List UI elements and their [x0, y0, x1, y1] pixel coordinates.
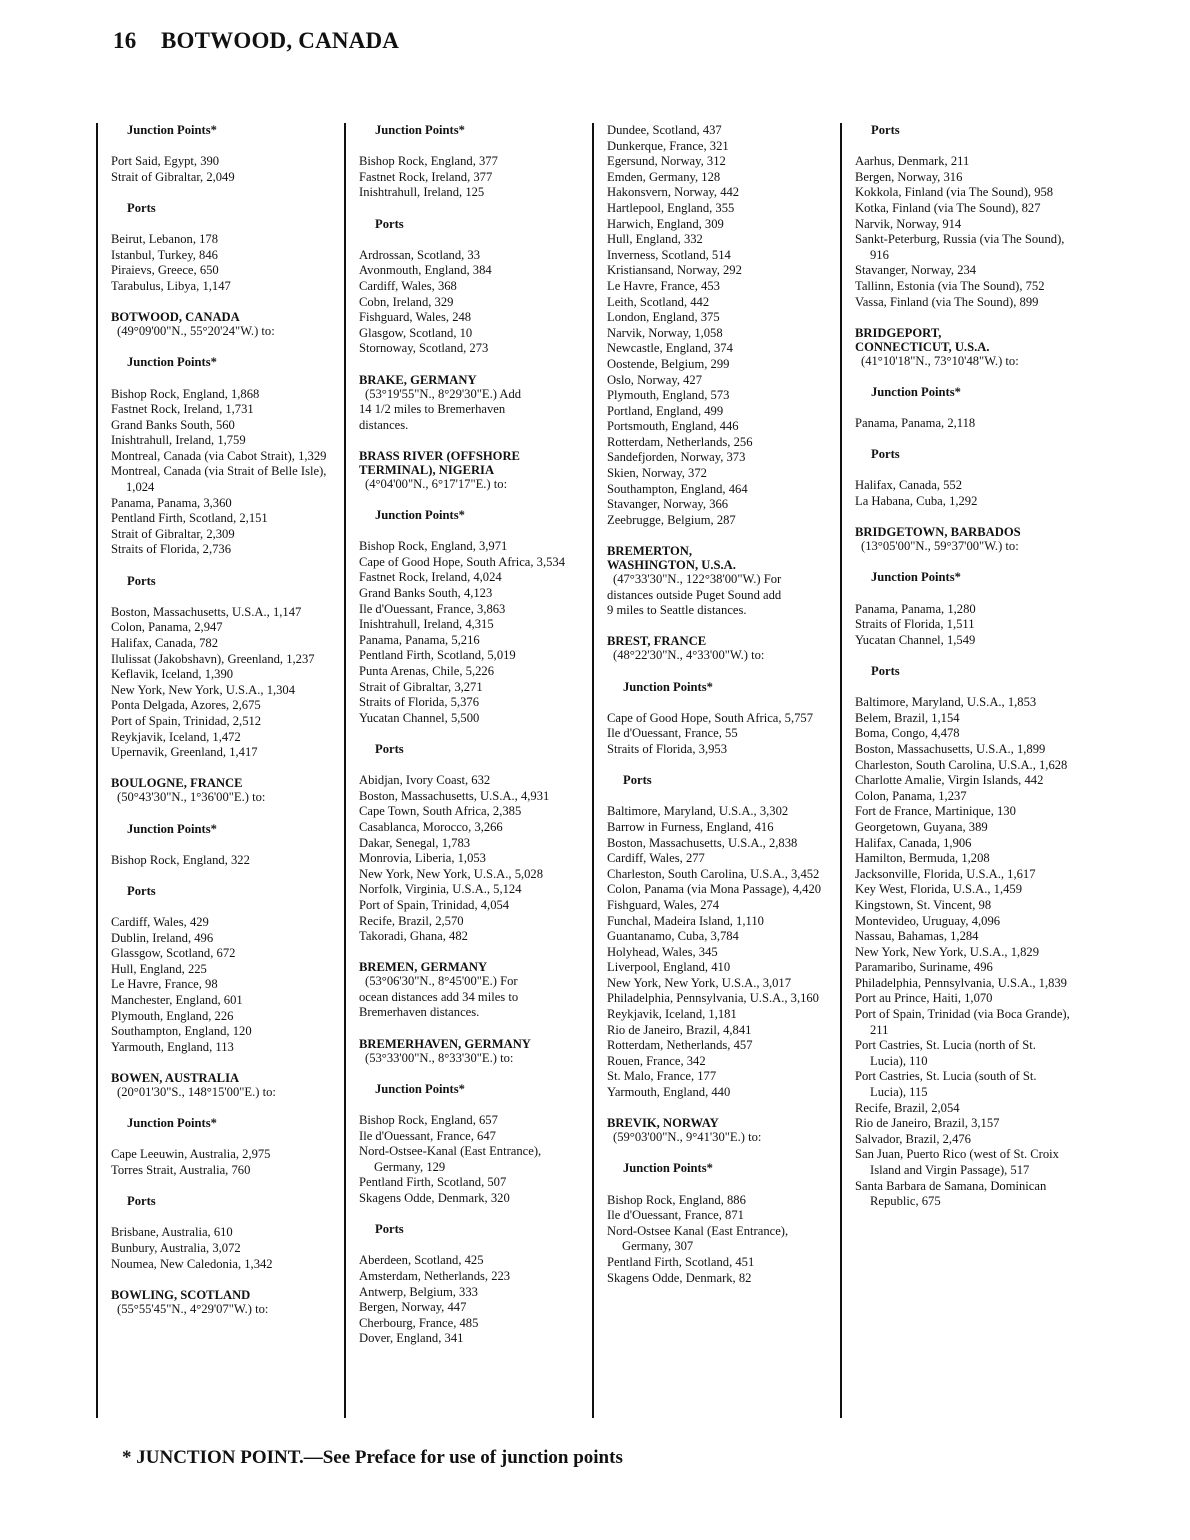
distance-entry: Zeebrugge, Belgium, 287: [607, 512, 736, 527]
distance-entry: Straits of Florida, 5,376: [359, 695, 479, 710]
distance-entry: Skagens Odde, Denmark, 320: [359, 1191, 510, 1205]
port-note: 14 1/2 miles to Bremerhaven: [359, 402, 506, 417]
distance-entry: Paramaribo, Suriname, 496: [855, 960, 993, 975]
distance-entry: Kristiansand, Norway, 292: [607, 263, 742, 278]
port-title: BREMERHAVEN, GERMANY: [359, 1036, 531, 1051]
distance-entry: Beirut, Lebanon, 178: [111, 232, 219, 247]
distance-entry: Avonmouth, England, 384: [359, 263, 492, 278]
distance-entry: Ilulissat (Jakobshavn), Greenland, 1,237: [111, 651, 315, 666]
distance-entry: Pentland Firth, Scotland, 2,151: [111, 511, 268, 526]
port-note: 9 miles to Seattle distances.: [607, 603, 747, 618]
port-coordinates: (48°22'30"N., 4°33'00"W.) to:: [613, 648, 765, 663]
distance-entry: Bishop Rock, England, 1,868: [111, 386, 260, 401]
distance-entry: Boma, Congo, 4,478: [855, 726, 960, 741]
section-heading: Junction Points*: [375, 123, 465, 137]
distance-entry: Jacksonville, Florida, U.S.A., 1,617: [855, 866, 1036, 881]
distance-entry: Salvador, Brazil, 2,476: [855, 1131, 971, 1146]
distance-entry: Dover, England, 341: [359, 1331, 464, 1346]
distance-entry: Recife, Brazil, 2,054: [855, 1100, 960, 1115]
distance-entry: Straits of Florida, 1,511: [855, 617, 975, 632]
distance-entry: Ile d'Ouessant, France, 871: [607, 1208, 744, 1223]
distance-entry: Southampton, England, 464: [607, 481, 748, 496]
distance-entry: Abidjan, Ivory Coast, 632: [359, 773, 491, 788]
distance-entry: Boston, Massachusetts, U.S.A., 1,147: [111, 604, 302, 619]
distance-entry: Cape Town, South Africa, 2,385: [359, 804, 522, 819]
distance-entry: Montreal, Canada (via Strait of Belle Isle), 1,024: [111, 464, 327, 495]
distance-entry: Bishop Rock, England, 3,971: [359, 539, 508, 554]
distance-entry: Georgetown, Guyana, 389: [855, 819, 988, 834]
distance-entry: Cape of Good Hope, South Africa, 3,534: [359, 554, 566, 569]
page-title: BOTWOOD, CANADA: [161, 28, 400, 53]
distance-entry: Yucatan Channel, 1,549: [855, 632, 976, 647]
distance-entry: Hull, England, 225: [111, 961, 207, 976]
distance-entry: Hull, England, 332: [607, 232, 703, 247]
distance-entry: Ile d'Ouessant, France, 3,863: [359, 601, 506, 616]
distance-entry: Le Havre, France, 98: [111, 977, 218, 992]
section-heading: Junction Points*: [623, 679, 713, 694]
section-heading: Ports: [127, 883, 156, 898]
section-heading: Junction Points*: [127, 123, 217, 137]
distance-entry: Philadelphia, Pennsylvania, U.S.A., 1,839: [855, 975, 1067, 990]
distance-entry: Hartlepool, England, 355: [607, 200, 735, 215]
distance-entry: Upernavik, Greenland, 1,417: [111, 745, 258, 760]
distance-entry: Ile d'Ouessant, France, 55: [607, 726, 738, 741]
distance-entry: Reykjavik, Iceland, 1,472: [111, 729, 241, 744]
distance-entry: Cardiff, Wales, 368: [359, 278, 457, 293]
distance-entry: Bishop Rock, England, 377: [359, 154, 498, 169]
distance-entry: Bergen, Norway, 316: [855, 169, 963, 184]
distance-entry: Grand Banks South, 4,123: [359, 586, 493, 601]
column-1: [96, 123, 330, 1418]
distance-entry: Colon, Panama, 2,947: [111, 620, 223, 635]
port-coordinates: (20°01'30"S., 148°15'00"E.) to:: [117, 1085, 276, 1100]
section-heading: Ports: [127, 573, 156, 588]
port-title: BRIDGEPORT,: [855, 325, 942, 340]
port-title: WASHINGTON, U.S.A.: [607, 558, 736, 573]
distance-entry: Strait of Gibraltar, 3,271: [359, 679, 483, 694]
distance-entry: Colon, Panama, 1,237: [855, 788, 967, 803]
distance-entry: Charlotte Amalie, Virgin Islands, 442: [855, 773, 1044, 788]
distance-entry: Emden, Germany, 128: [607, 169, 721, 184]
distance-entry: Dunkerque, France, 321: [607, 138, 729, 153]
port-coordinates: (49°09'00"N., 55°20'24"W.) to:: [117, 324, 275, 339]
distance-entry: Ardrossan, Scotland, 33: [359, 247, 481, 262]
distance-entry: Cardiff, Wales, 277: [607, 851, 705, 866]
distance-entry: Baltimore, Maryland, U.S.A., 1,853: [855, 695, 1037, 710]
distance-entry: Kokkola, Finland (via The Sound), 958: [855, 185, 1054, 200]
section-heading: Junction Points*: [375, 1081, 465, 1096]
distance-entry: Key West, Florida, U.S.A., 1,459: [855, 882, 1023, 897]
distance-entry: Montreal, Canada (via Cabot Strait), 1,329: [111, 448, 327, 463]
distance-entry: Cherbourg, France, 485: [359, 1315, 479, 1330]
distance-entry: Dundee, Scotland, 437: [607, 123, 722, 137]
distance-entry: Yucatan Channel, 5,500: [359, 710, 480, 725]
distance-entry: Rio de Janeiro, Brazil, 4,841: [607, 1022, 752, 1037]
distance-entry: Noumea, New Caledonia, 1,342: [111, 1256, 273, 1271]
distance-entry: Narvik, Norway, 1,058: [607, 325, 723, 340]
distance-entry: Vassa, Finland (via The Sound), 899: [855, 294, 1039, 309]
port-title: BREMERTON,: [607, 544, 693, 559]
distance-entry: Strait of Gibraltar, 2,309: [111, 526, 235, 541]
port-title: BRASS RIVER (OFFSHORE: [359, 448, 520, 463]
port-title: BREST, FRANCE: [607, 634, 707, 649]
section-heading: Junction Points*: [127, 1116, 217, 1131]
section-heading: Junction Points*: [127, 355, 217, 370]
section-heading: Ports: [127, 1194, 156, 1209]
distance-entry: Plymouth, England, 573: [607, 388, 730, 403]
distance-entry: Tarabulus, Libya, 1,147: [111, 278, 231, 293]
distance-entry: Aberdeen, Scotland, 425: [359, 1253, 484, 1268]
distance-entry: Strait of Gibraltar, 2,049: [111, 169, 235, 184]
distance-entry: Kotka, Finland (via The Sound), 827: [855, 200, 1041, 215]
distance-entry: Boston, Massachusetts, U.S.A., 2,838: [607, 835, 798, 850]
distance-entry: Rotterdam, Netherlands, 256: [607, 434, 753, 449]
distance-entry: Halifax, Canada, 552: [855, 478, 963, 493]
distance-entry: La Habana, Cuba, 1,292: [855, 494, 978, 509]
distance-entry: Halifax, Canada, 782: [111, 636, 219, 650]
distance-entry: Fort de France, Martinique, 130: [855, 804, 1016, 819]
distance-entry: Sankt-Peterburg, Russia (via The Sound), 916: [855, 232, 1065, 262]
distance-entry: Stavanger, Norway, 366: [607, 497, 729, 512]
distance-entry: Boston, Massachusetts, U.S.A., 1,899: [855, 741, 1046, 756]
distance-entry: Istanbul, Turkey, 846: [111, 247, 218, 262]
distance-entry: New York, New York, U.S.A., 5,028: [359, 866, 544, 881]
distance-entry: Pentland Firth, Scotland, 5,019: [359, 648, 516, 663]
section-heading: Junction Points*: [623, 1161, 713, 1176]
distance-entry: Bergen, Norway, 447: [359, 1300, 467, 1315]
distance-entry: Funchal, Madeira Island, 1,110: [607, 913, 764, 928]
port-coordinates: (41°10'18"N., 73°10'48"W.) to:: [861, 353, 1019, 368]
distance-entry: Stornoway, Scotland, 273: [359, 341, 489, 356]
distance-entry: Port of Spain, Trinidad, 2,512: [111, 713, 262, 728]
distance-entry: Panama, Panama, 3,360: [111, 495, 232, 510]
distance-entry: Cape Leeuwin, Australia, 2,975: [111, 1147, 271, 1162]
port-title: TERMINAL), NIGERIA: [359, 462, 495, 477]
distance-entry: Dublin, Ireland, 496: [111, 930, 214, 945]
port-coordinates: (59°03'00"N., 9°41'30"E.) to:: [613, 1130, 762, 1145]
port-note: Bremerhaven distances.: [359, 1005, 480, 1020]
port-note: distances.: [359, 417, 409, 432]
distance-entry: Inishtrahull, Ireland, 1,759: [111, 433, 246, 448]
column-4: [840, 123, 1074, 1418]
port-coordinates: (53°06'30"N., 8°45'00"E.) For: [365, 974, 518, 989]
distance-entry: Port au Prince, Haiti, 1,070: [855, 991, 993, 1006]
distance-entry: Manchester, England, 601: [111, 993, 243, 1008]
section-heading: Junction Points*: [127, 821, 217, 836]
distance-entry: Charleston, South Carolina, U.S.A., 3,452: [607, 866, 820, 881]
distance-entry: Ile d'Ouessant, France, 647: [359, 1128, 496, 1143]
distance-entry: Tallinn, Estonia (via The Sound), 752: [855, 278, 1045, 293]
distance-entry: Portland, England, 499: [607, 403, 724, 418]
distance-entry: Punta Arenas, Chile, 5,226: [359, 664, 495, 678]
section-heading: Ports: [623, 773, 652, 788]
port-note: distances outside Puget Sound add: [607, 587, 782, 602]
port-title: BOWLING, SCOTLAND: [111, 1287, 251, 1302]
distance-entry: Panama, Panama, 2,118: [855, 416, 976, 431]
distance-entry: New York, New York, U.S.A., 3,017: [607, 975, 792, 990]
section-heading: Junction Points*: [871, 570, 961, 585]
port-title: BREVIK, NORWAY: [607, 1116, 719, 1131]
port-coordinates: (4°04'00"N., 6°17'17"E.) to:: [365, 476, 508, 491]
port-coordinates: (53°33'00"N., 8°33'30"E.) to:: [365, 1050, 514, 1065]
distance-entry: Inishtrahull, Ireland, 4,315: [359, 617, 494, 632]
distance-entry: Southampton, England, 120: [111, 1024, 252, 1039]
distance-entry: Nord-Ostsee Kanal (East Entrance), Germany, 307: [607, 1223, 789, 1254]
port-coordinates: (55°55'45"N., 4°29'07"W.) to:: [117, 1301, 269, 1316]
distance-entry: Skagens Odde, Denmark, 82: [607, 1270, 752, 1285]
distance-entry: Reykjavik, Iceland, 1,181: [607, 1007, 737, 1022]
distance-entry: Barrow in Furness, England, 416: [607, 819, 774, 834]
distance-entry: Stavanger, Norway, 234: [855, 263, 977, 278]
distance-entry: Newcastle, England, 374: [607, 341, 733, 356]
distance-entry: Belem, Brazil, 1,154: [855, 710, 960, 725]
distance-entry: Monrovia, Liberia, 1,053: [359, 851, 486, 866]
distance-entry: Kingstown, St. Vincent, 98: [855, 897, 992, 912]
section-heading: Ports: [127, 200, 156, 215]
distance-entry: Hamilton, Bermuda, 1,208: [855, 851, 990, 866]
distance-entry: Fastnet Rock, Ireland, 4,024: [359, 570, 502, 585]
distance-entry: Cobn, Ireland, 329: [359, 294, 454, 309]
page-number: 16: [113, 28, 137, 53]
distance-entry: Philadelphia, Pennsylvania, U.S.A., 3,160: [607, 991, 819, 1006]
distance-entry: Panama, Panama, 1,280: [855, 601, 976, 616]
distance-entry: Oslo, Norway, 427: [607, 372, 703, 387]
distance-entry: Straits of Florida, 3,953: [607, 741, 727, 756]
distance-entry: Bishop Rock, England, 886: [607, 1192, 746, 1207]
port-title: BOWEN, AUSTRALIA: [111, 1071, 240, 1086]
column-2: [344, 123, 578, 1418]
distance-entry: Pentland Firth, Scotland, 451: [607, 1254, 755, 1269]
port-coordinates: (47°33'30"N., 122°38'00"W.) For: [613, 572, 782, 587]
distance-entry: Piraievs, Greece, 650: [111, 263, 219, 278]
distance-entry: Bishop Rock, England, 322: [111, 852, 250, 867]
distance-entry: Fastnet Rock, Ireland, 1,731: [111, 402, 254, 417]
column-3: [592, 123, 826, 1418]
distance-entry: Cape of Good Hope, South Africa, 5,757: [607, 710, 814, 725]
distance-entry: St. Malo, France, 177: [607, 1069, 717, 1084]
distance-entry: Guantanamo, Cuba, 3,784: [607, 929, 739, 944]
section-heading: Ports: [871, 123, 900, 137]
distance-entry: Plymouth, England, 226: [111, 1008, 234, 1023]
distance-entry: Brisbane, Australia, 610: [111, 1225, 233, 1240]
port-title: BOULOGNE, FRANCE: [111, 776, 243, 791]
distance-entry: Oostende, Belgium, 299: [607, 356, 730, 371]
distance-entry: Port Said, Egypt, 390: [111, 154, 220, 169]
distance-entry: Skien, Norway, 372: [607, 466, 707, 481]
distance-entry: New York, New York, U.S.A., 1,829: [855, 944, 1040, 959]
distance-entry: Fastnet Rock, Ireland, 377: [359, 169, 493, 184]
distance-entry: Inishtrahull, Ireland, 125: [359, 185, 485, 200]
distance-entry: Antwerp, Belgium, 333: [359, 1284, 478, 1299]
distance-entry: Fishguard, Wales, 274: [607, 897, 720, 912]
port-title: BOTWOOD, CANADA: [111, 310, 240, 325]
distance-entry: Inverness, Scotland, 514: [607, 247, 731, 262]
distance-entry: Pentland Firth, Scotland, 507: [359, 1175, 507, 1190]
distance-entry: Bunbury, Australia, 3,072: [111, 1240, 241, 1255]
distance-entry: Torres Strait, Australia, 760: [111, 1163, 251, 1177]
distance-entry: Dakar, Senegal, 1,783: [359, 835, 471, 850]
distance-entry: Leith, Scotland, 442: [607, 294, 710, 309]
distance-entry: Santa Barbara de Samana, Dominican Republic, 675: [855, 1178, 1047, 1209]
distance-entry: Le Havre, France, 453: [607, 278, 720, 293]
distance-entry: Casablanca, Morocco, 3,266: [359, 819, 503, 834]
port-title: BREMEN, GERMANY: [359, 960, 488, 975]
distance-entry: Holyhead, Wales, 345: [607, 944, 718, 959]
distance-entry: Baltimore, Maryland, U.S.A., 3,302: [607, 804, 789, 819]
distance-entry: Nord-Ostsee-Kanal (East Entrance), Germany, 129: [359, 1144, 542, 1174]
distance-entry: Amsterdam, Netherlands, 223: [359, 1268, 511, 1283]
distance-entry: Rio de Janeiro, Brazil, 3,157: [855, 1116, 1000, 1131]
distance-entry: Cardiff, Wales, 429: [111, 915, 209, 930]
distance-entry: Harwich, England, 309: [607, 216, 724, 231]
section-heading: Ports: [871, 447, 900, 462]
distance-entry: Halifax, Canada, 1,906: [855, 835, 972, 850]
port-title: BRIDGETOWN, BARBADOS: [855, 525, 1021, 540]
page-header: [113, 28, 399, 54]
distance-entry: Rotterdam, Netherlands, 457: [607, 1038, 753, 1053]
distance-entry: Hakonsvern, Norway, 442: [607, 185, 740, 200]
distance-entry: Port Castries, St. Lucia (south of St. Lucia), 115: [855, 1069, 1037, 1100]
distance-entry: Charleston, South Carolina, U.S.A., 1,628: [855, 757, 1068, 772]
distance-entry: Bishop Rock, England, 657: [359, 1113, 498, 1128]
distance-entry: Egersund, Norway, 312: [607, 154, 726, 169]
distance-entry: Glassgow, Scotland, 672: [111, 946, 236, 961]
port-note: ocean distances add 34 miles to: [359, 989, 519, 1004]
distance-entry: Aarhus, Denmark, 211: [855, 154, 970, 169]
distance-entry: Straits of Florida, 2,736: [111, 542, 231, 557]
port-coordinates: (53°19'55"N., 8°29'30"E.) Add: [365, 386, 522, 401]
distance-entry: San Juan, Puerto Rico (west of St. Croix Island and Virgin Passage), 517: [855, 1147, 1059, 1177]
distance-entry: Montevideo, Uruguay, 4,096: [855, 913, 1001, 928]
port-title: CONNECTICUT, U.S.A.: [855, 339, 990, 354]
distance-entry: Narvik, Norway, 914: [855, 216, 962, 231]
distance-entry: Port Castries, St. Lucia (north of St. Lucia), 110: [855, 1038, 1036, 1068]
section-heading: Ports: [375, 1222, 404, 1237]
distance-entry: New York, New York, U.S.A., 1,304: [111, 682, 296, 697]
distance-entry: Liverpool, England, 410: [607, 960, 731, 975]
distance-entry: Takoradi, Ghana, 482: [359, 929, 468, 944]
section-heading: Ports: [375, 741, 404, 756]
distance-entry: Panama, Panama, 5,216: [359, 632, 480, 647]
distance-entry: Portsmouth, England, 446: [607, 419, 739, 434]
distance-entry: Colon, Panama (via Mona Passage), 4,420: [607, 882, 822, 897]
distance-entry: Ponta Delgada, Azores, 2,675: [111, 698, 261, 713]
distance-entry: Yarmouth, England, 440: [607, 1085, 731, 1100]
distance-entry: Keflavik, Iceland, 1,390: [111, 667, 234, 682]
distance-entry: Recife, Brazil, 2,570: [359, 913, 464, 928]
port-title: BRAKE, GERMANY: [359, 372, 477, 387]
distance-entry: Nassau, Bahamas, 1,284: [855, 929, 979, 944]
distance-entry: Grand Banks South, 560: [111, 417, 235, 432]
junction-point-footnote: * JUNCTION POINT.—See Preface for use of junction points: [122, 1447, 623, 1468]
distance-entry: Rouen, France, 342: [607, 1053, 706, 1068]
distance-entry: London, England, 375: [607, 310, 720, 325]
section-heading: Junction Points*: [871, 384, 961, 399]
distance-entry: Boston, Massachusetts, U.S.A., 4,931: [359, 788, 550, 803]
distance-entry: Sandefjorden, Norway, 373: [607, 450, 746, 465]
distance-entry: Port of Spain, Trinidad, 4,054: [359, 897, 510, 912]
section-heading: Ports: [375, 216, 404, 231]
distance-entry: Norfolk, Virginia, U.S.A., 5,124: [359, 882, 522, 897]
distance-entry: Fishguard, Wales, 248: [359, 310, 472, 325]
distance-entry: Glasgow, Scotland, 10: [359, 325, 473, 340]
distance-entry: Yarmouth, England, 113: [111, 1039, 234, 1054]
port-coordinates: (13°05'00"N., 59°37'00"W.) to:: [861, 539, 1019, 554]
section-heading: Junction Points*: [375, 508, 465, 523]
distance-entry: Port of Spain, Trinidad (via Boca Grande), 211: [855, 1007, 1070, 1037]
port-coordinates: (50°43'30"N., 1°36'00"E.) to:: [117, 790, 266, 805]
section-heading: Ports: [871, 664, 900, 678]
